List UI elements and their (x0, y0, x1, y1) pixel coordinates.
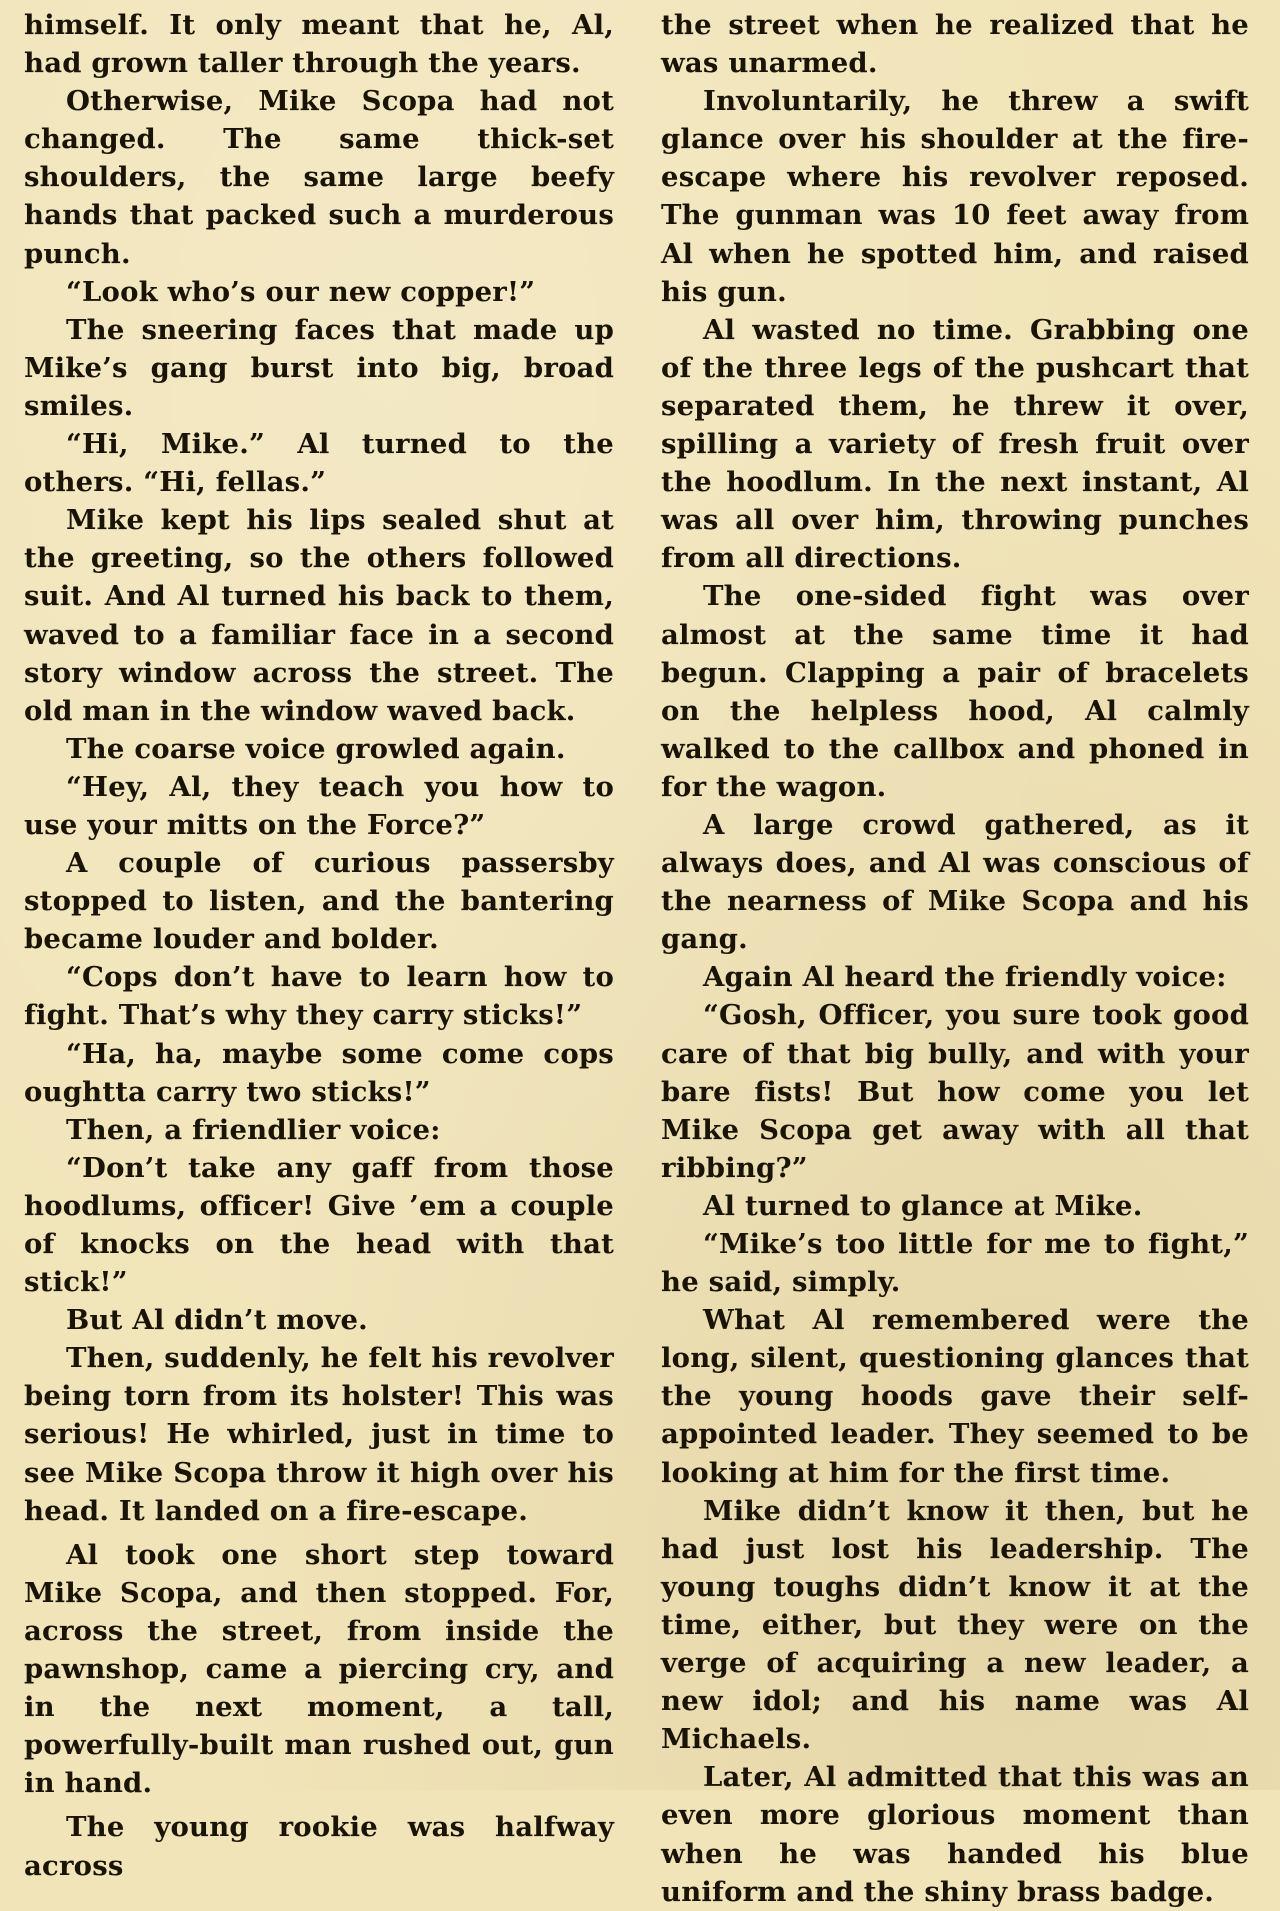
paragraph: But Al didn’t move. (66, 1304, 368, 1337)
paragraph: Mike kept his lips sealed shut at the greeting, so the others followed suit. And Al turned his back to them, waved to a familiar face in a second story window across the street. The old man in the window waved back. (24, 504, 614, 727)
paragraph: Involuntarily, he threw a swift glance over his shoulder at the fire-escape where his revolver reposed. The gunman was 10 feet away from Al when he spotted him, and raised his gun. (661, 85, 1249, 308)
paragraph: The coarse voice growled again. (66, 732, 566, 765)
paragraph: himself. It only meant that he, Al, had grown taller through the years. (24, 9, 614, 80)
paragraph: Then, a friendlier voice: (66, 1113, 441, 1146)
paragraph: Later, Al admitted that this was an even more glorious moment than when he was handed his blue uniform and the shiny brass badge. (661, 1761, 1249, 1908)
paragraph: “Hi, Mike.” Al turned to the others. “Hi, fellas.” (24, 428, 614, 499)
paragraph: “Ha, ha, maybe some come cops oughtta carry two sticks!” (24, 1037, 614, 1108)
left-column (24, 6, 614, 1885)
paragraph: The one-sided fight was over almost at the same time it had begun. Clapping a pair of bracelets on the helpless hood, Al calmly walked to the callbox and phoned in for the wagon. (661, 580, 1249, 803)
paragraph: Again Al heard the friendly voice: (703, 961, 1227, 994)
paragraph: A couple of curious passersby stopped to listen, and the bantering became louder and bolder. (24, 847, 614, 956)
paragraph: “Don’t take any gaff from those hoodlums, officer! Give ’em a couple of knocks on the head with that stick!” (24, 1151, 614, 1299)
paragraph: “Mike’s too little for me to fight,” he said, simply. (661, 1228, 1249, 1299)
paragraph: The sneering faces that made up Mike’s gang burst into big, broad smiles. (24, 313, 614, 422)
paragraph: “Cops don’t have to learn how to fight. That’s why they carry sticks!” (24, 961, 614, 1032)
paragraph: A large crowd gathered, as it always does, and Al was conscious of the nearness of Mike Scopa and his gang. (661, 808, 1249, 956)
right-column (661, 6, 1249, 1911)
paragraph: What Al remembered were the long, silent, questioning glances that the young hoods gave their self-appointed leader. They seemed to be looking at him for the first time. (661, 1304, 1249, 1489)
paragraph: Mike didn’t know it then, but he had just lost his leadership. The young toughs didn’t know it at the time, either, but they were on the verge of acquiring a new leader, a new idol; and his name was Al Michaels. (661, 1494, 1249, 1756)
paragraph: Al took one short step toward Mike Scopa, and then stopped. For, across the street, from inside the pawnshop, came a piercing cry, and in the next moment, a tall, powerfully-built man rushed out, gun in hand. (24, 1538, 614, 1800)
paragraph: Al wasted no time. Grabbing one of the three legs of the pushcart that separated them, he threw it over, spilling a variety of fresh fruit over the hoodlum. In the next instant, Al was all over him, throwing punches from all directions. (661, 313, 1249, 575)
paragraph: “Hey, Al, they teach you how to use your mitts on the Force?” (24, 770, 614, 841)
paragraph: Al turned to glance at Mike. (703, 1189, 1143, 1222)
paragraph: The young rookie was halfway across (24, 1811, 614, 1882)
paragraph: Otherwise, Mike Scopa had not changed. The same thick-set shoulders, the same large beefy hands that packed such a murderous punch. (24, 85, 614, 270)
paragraph: “Look who’s our new copper!” (66, 275, 536, 308)
paragraph: Then, suddenly, he felt his revolver being torn from its holster! This was serious! He whirled, just in time to see Mike Scopa throw it high over his head. It landed on a fire-escape. (24, 1342, 614, 1527)
paragraph: “Gosh, Officer, you sure took good care of that big bully, and with your bare fists! But how come you let Mike Scopa get away with all that ribbing?” (661, 999, 1249, 1184)
paragraph: the street when he realized that he was unarmed. (661, 9, 1249, 80)
